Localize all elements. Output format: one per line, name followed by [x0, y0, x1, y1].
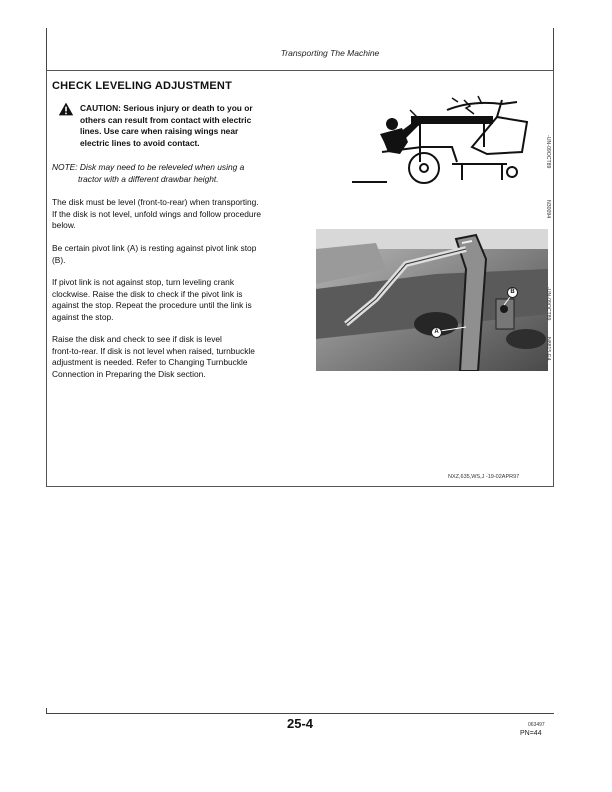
note-line: tractor with a different drawbar height. — [78, 173, 219, 184]
text-line: If the disk is not level, unfold wings and follow procedure — [52, 208, 262, 219]
text-line: The disk must be level (front-to-rear) when transporting. — [52, 197, 259, 207]
text-line: clockwise. Raise the disk to check if the pivot link is — [52, 288, 243, 299]
note-line: NOTE: Disk may need to be releveled when using a — [52, 162, 245, 172]
section-header: Transporting The Machine — [280, 48, 380, 58]
page-number: 25-4 — [286, 716, 314, 731]
photo-code: -UN-09OCT89 — [545, 287, 551, 321]
photo-code: N8815-E4 — [545, 337, 551, 361]
text-line: front-to-rear. If disk is not level when raised, turnbuckle — [52, 345, 255, 356]
caution-line: electric lines to avoid contact. — [80, 137, 200, 148]
electric-line-warning-illustration — [352, 92, 542, 192]
text-line: If pivot link is not against stop, turn leveling crank — [52, 277, 235, 287]
text-line: against the stop. Repeat the procedure until the link is — [52, 300, 252, 311]
text-line: adjustment is needed. Refer to Changing Turnbuckle — [52, 357, 248, 368]
text-line: (B). — [52, 254, 66, 265]
reference-code: NXZ,635,WS,J -19-02APR97 — [448, 474, 520, 480]
sketch-code: N30094 — [545, 200, 551, 219]
page-title: CHECK LEVELING ADJUSTMENT — [52, 80, 232, 92]
footer-left-tick — [46, 708, 47, 714]
label-b: B — [507, 287, 518, 298]
text-line: against the stop. — [52, 311, 114, 322]
paragraph-pivot-link — [52, 243, 314, 266]
page-pn: PN=44 — [520, 730, 542, 737]
footer-date: 063497 — [528, 722, 545, 728]
text-line: Connection in Preparing the Disk section. — [52, 368, 206, 379]
paragraph-crank — [52, 277, 314, 323]
paragraph-level — [52, 197, 314, 232]
caution-line: others can result from contact with electric — [80, 114, 252, 125]
footer-rule — [46, 713, 554, 714]
sketch-code: -UN-09OCT89 — [545, 135, 551, 169]
text-line: below. — [52, 220, 76, 231]
pivot-link-photo — [316, 229, 548, 371]
right-margin-line — [553, 28, 554, 72]
caution-line: CAUTION: Serious injury or death to you or — [80, 103, 253, 113]
note — [52, 162, 312, 185]
text-line: Raise the disk and check to see if disk is level — [52, 334, 222, 344]
caution-line: lines. Use care when raising wings near — [80, 126, 239, 137]
label-a: A — [431, 327, 442, 338]
warning-triangle-icon — [58, 101, 74, 117]
caution-text — [80, 103, 305, 149]
paragraph-raise — [52, 334, 314, 380]
text-line: Be certain pivot link (A) is resting against pivot link stop — [52, 243, 257, 253]
left-margin-line — [46, 28, 47, 72]
